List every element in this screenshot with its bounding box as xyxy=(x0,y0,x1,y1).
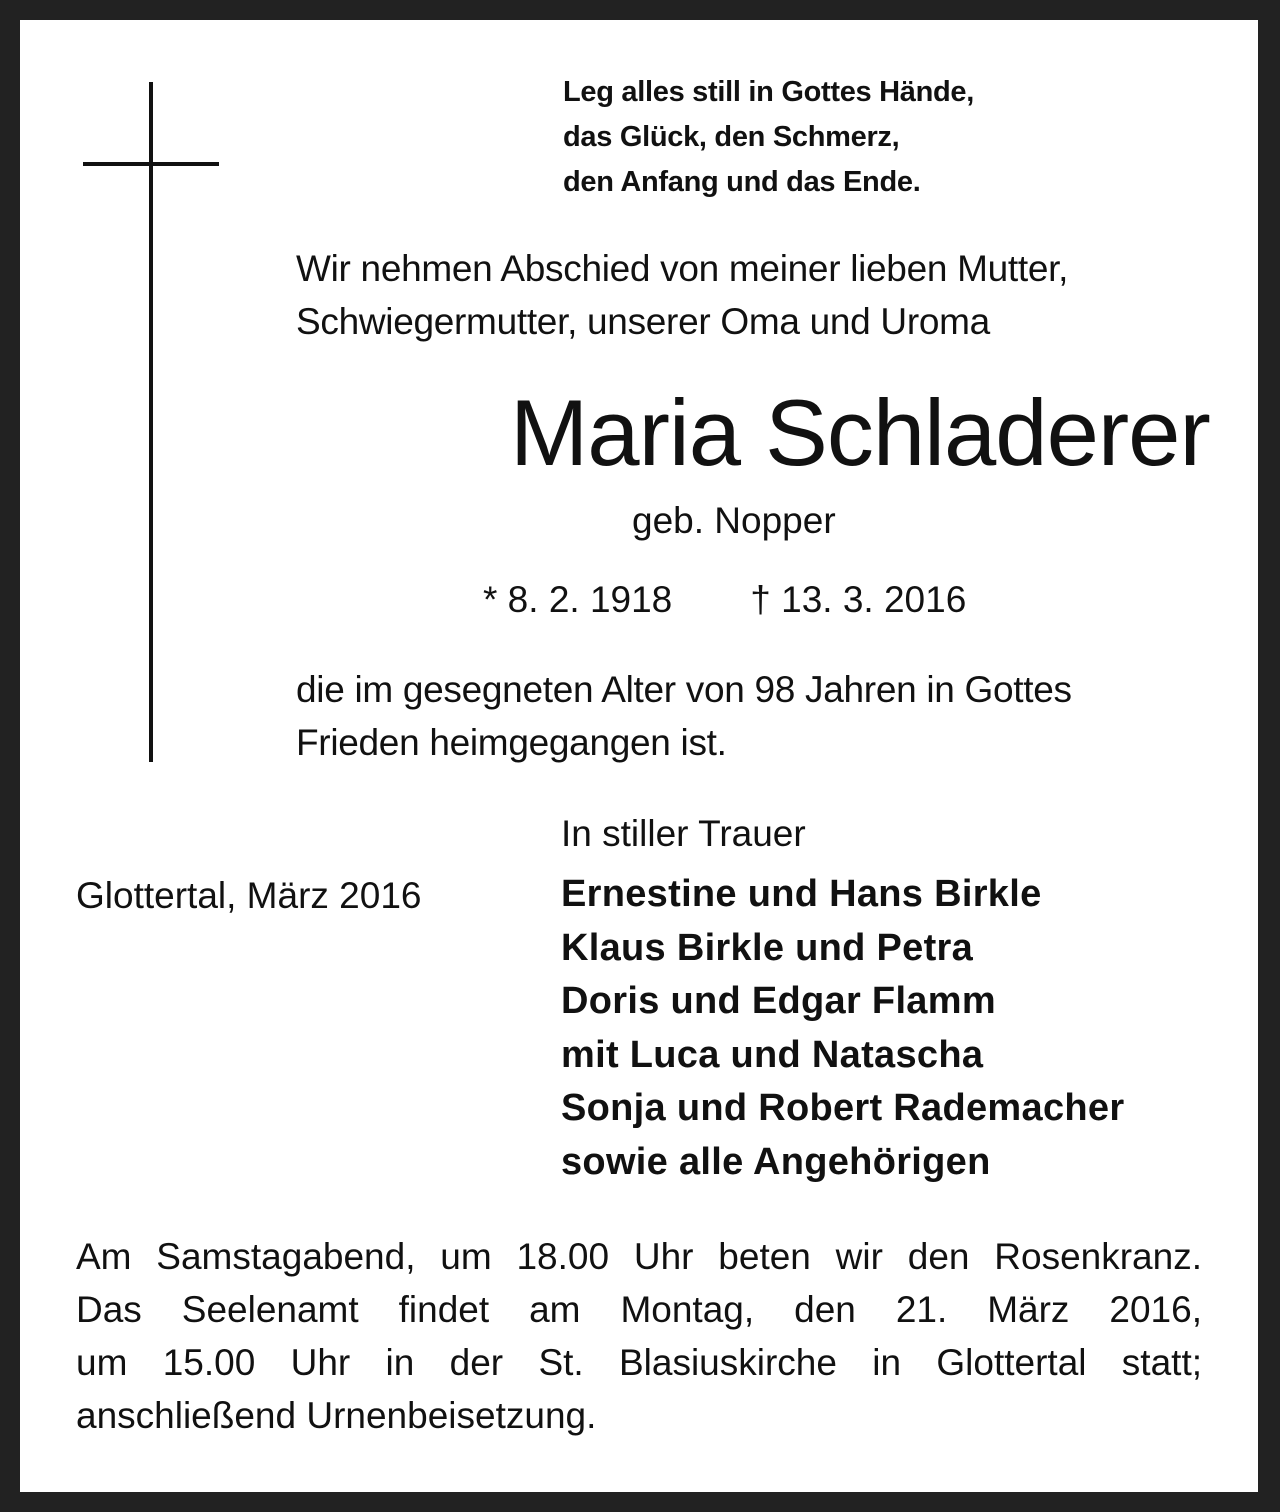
mourner-line: mit Luca und Natascha xyxy=(561,1033,984,1076)
cross-horizontal-bar xyxy=(83,162,219,166)
mourner-line: Ernestine und Hans Birkle xyxy=(561,873,1042,915)
mourner-line: Klaus Birkle und Petra xyxy=(561,926,974,969)
passing-line: die im gesegneten Alter von 98 Jahren in Gottes xyxy=(296,669,1072,710)
intro-line: Schwiegermutter, unserer Oma und Uroma xyxy=(296,301,990,342)
place-date: Glottertal, März 2016 xyxy=(76,875,422,916)
farewell-intro xyxy=(296,242,1068,348)
birth-date: * 8. 2. 1918 xyxy=(483,579,673,620)
intro-line: Wir nehmen Abschied von meiner lieben Mutter, xyxy=(296,248,1069,289)
service-info xyxy=(76,1230,1202,1442)
deceased-name-row xyxy=(20,378,1258,488)
deceased-name: Maria Schladerer xyxy=(510,380,1210,485)
passing-text xyxy=(296,663,1072,769)
mourner-line: Doris und Edgar Flamm xyxy=(561,980,996,1022)
service-line: Das Seelenamt findet am Montag, den 21. März 2016, xyxy=(76,1289,1202,1330)
birth-name: geb. Nopper xyxy=(632,500,836,541)
verse-line: Leg alles still in Gottes Hände, xyxy=(563,76,974,108)
verse-line: den Anfang und das Ende. xyxy=(563,166,921,198)
service-line: um 15.00 Uhr in der St. Blasiuskirche in Glottertal statt; xyxy=(76,1342,1202,1383)
death-date: † 13. 3. 2016 xyxy=(750,579,967,620)
verse-line: das Glück, den Schmerz, xyxy=(563,121,900,153)
service-line: anschließend Urnenbeisetzung. xyxy=(76,1395,597,1436)
verse xyxy=(563,70,974,205)
obituary-notice xyxy=(20,20,1258,1492)
mourning-label: In stiller Trauer xyxy=(561,813,806,854)
mourners-list xyxy=(561,868,1124,1189)
mourner-line: Sonja und Robert Rademacher xyxy=(561,1087,1125,1129)
mourner-line: sowie alle Angehörigen xyxy=(561,1140,991,1183)
service-line: Am Samstagabend, um 18.00 Uhr beten wir den Rosenkranz. xyxy=(76,1236,1202,1277)
passing-line: Frieden heimgegangen ist. xyxy=(296,722,727,763)
life-dates xyxy=(483,576,966,624)
